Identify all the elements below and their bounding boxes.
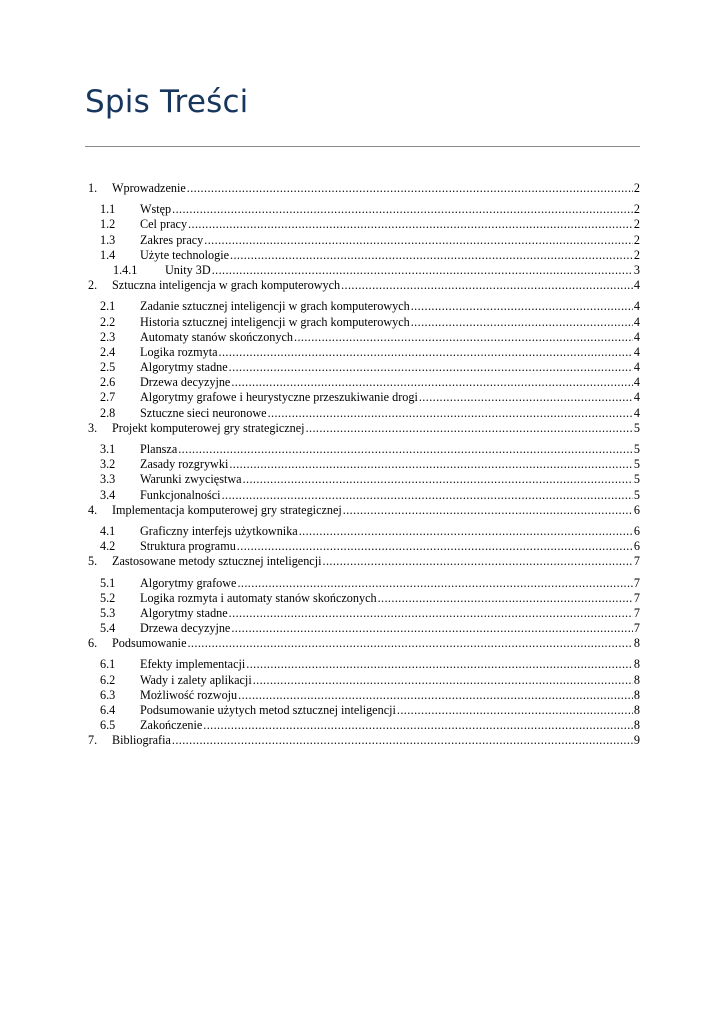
toc-entry[interactable] xyxy=(88,503,640,518)
toc-entry-label: Plansza xyxy=(140,442,178,456)
toc-dot-leader xyxy=(411,299,633,314)
toc-entry-label: Struktura programu xyxy=(140,539,236,554)
toc-dot-leader xyxy=(294,330,633,345)
toc-entry-label: Logika rozmyta i automaty stanów skończonych xyxy=(140,590,377,605)
toc-dot-leader xyxy=(237,539,633,554)
toc-entry-label: Zadanie sztucznej inteligencji w grach komputerowych xyxy=(140,299,410,314)
toc-entry-number: 1.2 xyxy=(100,217,116,232)
toc-entry[interactable] xyxy=(88,360,640,375)
toc-entry[interactable] xyxy=(88,472,640,487)
toc-entry-page-number: 8 xyxy=(633,636,640,651)
toc-entry[interactable] xyxy=(88,217,640,232)
toc-dot-leader xyxy=(243,472,633,487)
toc-entry[interactable] xyxy=(88,539,640,554)
toc-entry-number: 5.4 xyxy=(100,621,116,636)
toc-entry-number: 6.2 xyxy=(100,672,116,687)
toc-dot-leader xyxy=(411,315,633,330)
toc-entry-number: 2.6 xyxy=(100,375,116,390)
toc-entry-label: Historia sztucznej inteligencji w grach komputerowych xyxy=(140,314,410,329)
toc-entry-number: 1. xyxy=(88,181,98,195)
toc-entry[interactable] xyxy=(88,263,640,278)
toc-dot-leader xyxy=(172,202,633,217)
toc-entry-page-number: 7 xyxy=(633,590,640,605)
toc-entry-label: Zakończenie xyxy=(140,718,203,733)
toc-dot-leader xyxy=(306,421,633,436)
toc-entry-page-number: 2 xyxy=(633,217,640,232)
toc-entry-number: 6.5 xyxy=(100,718,116,733)
toc-entry-page-number: 5 xyxy=(633,457,640,472)
table-of-contents xyxy=(88,181,640,749)
toc-dot-leader xyxy=(238,688,633,703)
toc-entry-label: Graficzny interfejs użytkownika xyxy=(140,523,298,538)
toc-dot-leader xyxy=(246,657,633,672)
toc-entry-number: 2.8 xyxy=(100,405,116,420)
toc-entry[interactable] xyxy=(88,718,640,733)
toc-entry[interactable] xyxy=(88,591,640,606)
toc-entry-page-number: 3 xyxy=(633,262,640,277)
toc-entry-page-number: 4 xyxy=(633,405,640,420)
toc-entry-page-number: 7 xyxy=(633,575,640,590)
toc-entry[interactable] xyxy=(88,703,640,718)
toc-entry[interactable] xyxy=(88,657,640,672)
toc-entry-page-number: 8 xyxy=(633,703,640,717)
toc-entry-number: 6.3 xyxy=(100,687,116,702)
toc-entry-label: Zasady rozgrywki xyxy=(140,457,229,472)
toc-entry[interactable] xyxy=(88,488,640,503)
toc-dot-leader xyxy=(231,375,633,390)
toc-entry-label: Wady i zalety aplikacji xyxy=(140,672,252,687)
toc-entry-number: 5.1 xyxy=(100,575,116,590)
toc-entry-label: Zakres pracy xyxy=(140,232,204,247)
toc-entry[interactable] xyxy=(88,345,640,360)
toc-entry-number: 1.3 xyxy=(100,232,116,247)
toc-entry-label: Cel pracy xyxy=(140,217,188,232)
toc-dot-leader xyxy=(378,591,633,606)
toc-entry[interactable] xyxy=(88,299,640,314)
toc-entry-number: 5.2 xyxy=(100,590,116,605)
toc-entry[interactable] xyxy=(88,248,640,263)
toc-dot-leader xyxy=(231,621,633,636)
toc-entry[interactable] xyxy=(88,554,640,569)
toc-entry-number: 6.1 xyxy=(100,657,116,672)
toc-dot-leader xyxy=(419,390,633,405)
toc-entry[interactable] xyxy=(88,375,640,390)
toc-entry[interactable] xyxy=(88,457,640,472)
toc-entry-number: 3.1 xyxy=(100,442,116,456)
toc-entry-label: Warunki zwycięstwa xyxy=(140,472,242,487)
toc-entry[interactable] xyxy=(88,524,640,539)
toc-entry-number: 2. xyxy=(88,278,98,293)
toc-entry-number: 3. xyxy=(88,420,98,435)
toc-entry[interactable] xyxy=(88,673,640,688)
toc-entry-number: 2.3 xyxy=(100,329,116,344)
toc-entry-number: 1.1 xyxy=(100,202,116,217)
toc-dot-leader xyxy=(203,718,633,733)
toc-dot-leader xyxy=(341,278,633,293)
toc-dot-leader xyxy=(253,673,633,688)
toc-entry[interactable] xyxy=(88,621,640,636)
toc-entry-label: Drzewa decyzyjne xyxy=(140,621,231,636)
toc-dot-leader xyxy=(323,554,633,569)
toc-entry-page-number: 6 xyxy=(633,502,640,517)
toc-entry-number: 6.4 xyxy=(100,703,116,717)
toc-entry-number: 5. xyxy=(88,554,98,569)
toc-entry-label: Drzewa decyzyjne xyxy=(140,375,231,390)
toc-entry-label: Automaty stanów skończonych xyxy=(140,329,293,344)
toc-entry-page-number: 8 xyxy=(633,657,640,672)
toc-dot-leader xyxy=(343,503,633,518)
toc-entry-label: Podsumowanie użytych metod sztucznej inteligencji xyxy=(140,703,396,717)
toc-entry-page-number: 5 xyxy=(633,442,640,456)
page-title: Spis Treści xyxy=(85,84,249,120)
toc-entry-label: Algorytmy grafowe i heurystyczne przeszukiwanie drogi xyxy=(140,390,418,405)
toc-entry[interactable] xyxy=(88,576,640,591)
toc-entry[interactable] xyxy=(88,636,640,651)
toc-entry-number: 4.1 xyxy=(100,523,116,538)
toc-dot-leader xyxy=(230,248,633,263)
toc-entry-page-number: 8 xyxy=(633,672,640,687)
toc-entry-label: Implementacja komputerowej gry strategicznej xyxy=(112,502,342,517)
toc-dot-leader xyxy=(229,606,633,621)
toc-entry[interactable] xyxy=(88,202,640,217)
toc-entry-number: 2.7 xyxy=(100,390,116,405)
toc-entry-label: Funkcjonalności xyxy=(140,487,221,502)
toc-dot-leader xyxy=(268,406,633,421)
toc-entry-page-number: 7 xyxy=(633,621,640,636)
toc-dot-leader xyxy=(299,524,633,539)
toc-entry-page-number: 2 xyxy=(633,232,640,247)
toc-entry-page-number: 8 xyxy=(633,718,640,733)
toc-dot-leader xyxy=(204,233,633,248)
toc-entry-number: 6. xyxy=(88,636,98,651)
toc-entry[interactable] xyxy=(88,330,640,345)
toc-entry-page-number: 4 xyxy=(633,314,640,329)
toc-entry-number: 7. xyxy=(88,733,98,748)
toc-entry[interactable] xyxy=(88,442,640,457)
toc-entry[interactable] xyxy=(88,688,640,703)
toc-entry-number: 3.2 xyxy=(100,457,116,472)
toc-entry-label: Projekt komputerowej gry strategicznej xyxy=(112,420,305,435)
toc-entry-label: Unity 3D xyxy=(165,262,211,277)
toc-entry[interactable] xyxy=(88,233,640,248)
toc-entry[interactable] xyxy=(88,315,640,330)
toc-entry-number: 3.3 xyxy=(100,472,116,487)
toc-entry-label: Podsumowanie xyxy=(112,636,187,651)
toc-entry-label: Wprowadzenie xyxy=(112,181,186,195)
toc-entry-page-number: 4 xyxy=(633,278,640,293)
toc-entry-number: 5.3 xyxy=(100,605,116,620)
toc-entry-page-number: 4 xyxy=(633,344,640,359)
toc-entry-label: Algorytmy stadne xyxy=(140,360,228,375)
toc-dot-leader xyxy=(229,360,633,375)
toc-entry-number: 3.4 xyxy=(100,487,116,502)
toc-dot-leader xyxy=(178,442,633,457)
toc-entry-number: 4. xyxy=(88,502,98,517)
toc-entry-number: 2.1 xyxy=(100,299,116,314)
toc-entry[interactable] xyxy=(88,181,640,196)
toc-entry-page-number: 8 xyxy=(633,687,640,702)
toc-dot-leader xyxy=(187,636,632,651)
toc-entry-page-number: 4 xyxy=(633,390,640,405)
toc-dot-leader xyxy=(237,576,632,591)
toc-entry-page-number: 7 xyxy=(633,605,640,620)
toc-entry-label: Logika rozmyta xyxy=(140,344,218,359)
toc-entry-number: 1.4.1 xyxy=(113,262,138,277)
toc-dot-leader xyxy=(212,263,633,278)
toc-entry-page-number: 6 xyxy=(633,523,640,538)
toc-entry-page-number: 5 xyxy=(633,472,640,487)
toc-entry-page-number: 7 xyxy=(633,554,640,569)
toc-dot-leader xyxy=(172,733,633,748)
toc-dot-leader xyxy=(397,703,633,718)
toc-entry-page-number: 9 xyxy=(633,733,640,748)
toc-entry[interactable] xyxy=(88,406,640,421)
toc-entry-page-number: 5 xyxy=(633,487,640,502)
toc-entry[interactable] xyxy=(88,278,640,293)
toc-dot-leader xyxy=(219,345,633,360)
toc-entry[interactable] xyxy=(88,390,640,405)
toc-entry-page-number: 4 xyxy=(633,375,640,390)
toc-entry-label: Algorytmy grafowe xyxy=(140,575,237,590)
toc-entry-number: 2.5 xyxy=(100,360,116,375)
toc-entry-page-number: 2 xyxy=(633,181,640,195)
toc-entry-number: 1.4 xyxy=(100,247,116,262)
toc-entry-label: Efekty implementacji xyxy=(140,657,246,672)
toc-entry-label: Wstęp xyxy=(140,202,172,217)
toc-entry-number: 2.4 xyxy=(100,344,116,359)
toc-entry-label: Zastosowane metody sztucznej inteligencji xyxy=(112,554,322,569)
toc-entry-page-number: 4 xyxy=(633,329,640,344)
toc-entry-page-number: 4 xyxy=(633,299,640,314)
toc-entry-label: Sztuczne sieci neuronowe xyxy=(140,405,267,420)
toc-entry[interactable] xyxy=(88,421,640,436)
toc-entry[interactable] xyxy=(88,606,640,621)
toc-entry-label: Algorytmy stadne xyxy=(140,605,228,620)
toc-entry-page-number: 4 xyxy=(633,360,640,375)
toc-entry-label: Użyte technologie xyxy=(140,247,230,262)
toc-dot-leader xyxy=(229,457,633,472)
toc-entry-page-number: 2 xyxy=(633,202,640,217)
toc-entry[interactable] xyxy=(88,733,640,748)
toc-entry-label: Sztuczna inteligencja w grach komputerowych xyxy=(112,278,341,293)
toc-entry-page-number: 2 xyxy=(633,247,640,262)
toc-entry-label: Bibliografia xyxy=(112,733,171,748)
title-divider xyxy=(85,146,640,147)
toc-dot-leader xyxy=(187,181,633,196)
toc-entry-page-number: 5 xyxy=(633,420,640,435)
toc-entry-label: Możliwość rozwoju xyxy=(140,687,238,702)
toc-entry-number: 4.2 xyxy=(100,539,116,554)
toc-entry-number: 2.2 xyxy=(100,314,116,329)
toc-dot-leader xyxy=(188,217,633,232)
toc-entry-page-number: 6 xyxy=(633,539,640,554)
toc-dot-leader xyxy=(222,488,633,503)
